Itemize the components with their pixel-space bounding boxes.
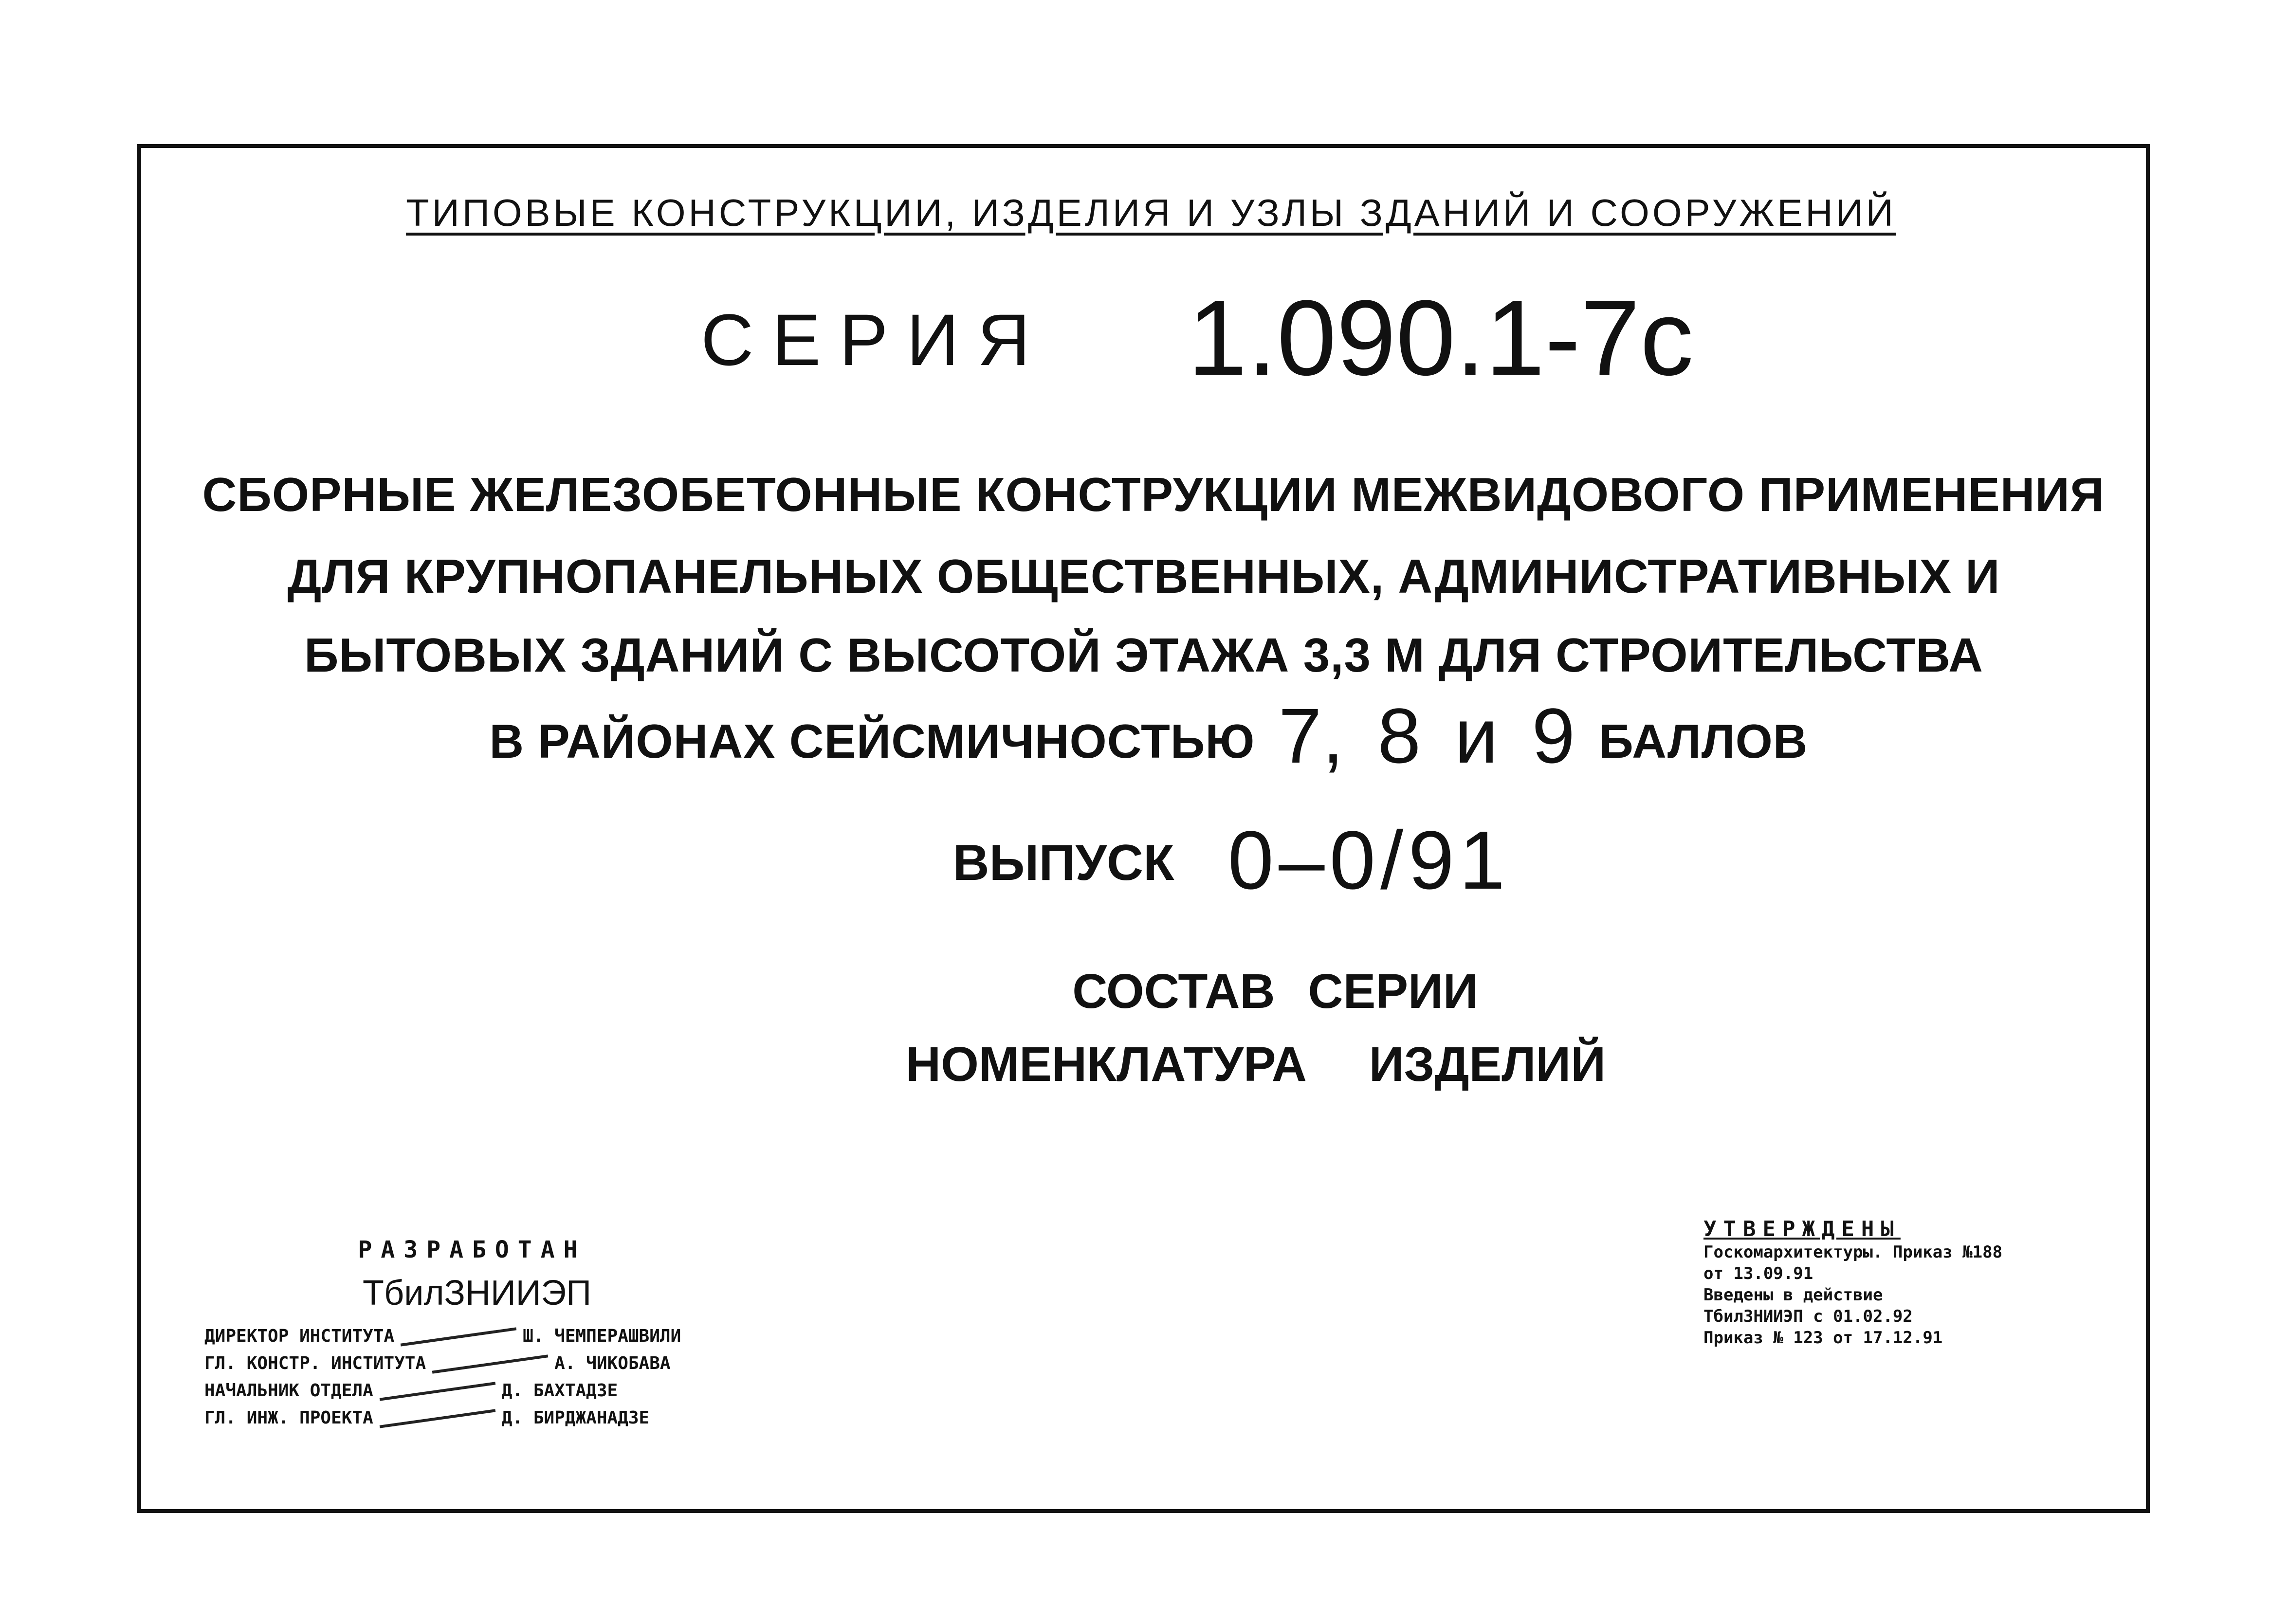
signature-mark [380,1409,495,1428]
signatory-name: Д. БИРДЖАНАДЗЕ [501,1408,650,1428]
header-title: ТИПОВЫЕ КОНСТРУКЦИИ, ИЗДЕЛИЯ И УЗЛЫ ЗДАНИЙ И СООРУЖЕНИЙ [406,191,1896,234]
approved-line: Госкомархитектуры. Приказ №188 [1703,1242,2003,1262]
seismic-value-1: 7, [1278,692,1345,779]
approved-block [1703,1217,2142,1349]
signature-row [204,1377,798,1405]
seismic-value-2: 8 [1377,692,1422,779]
series-number: 1.090.1-7с [1188,278,1694,398]
title-line-2: ДЛЯ КРУПНОПАНЕЛЬНЫХ ОБЩЕСТВЕННЫХ, АДМИНИСТРАТИВНЫХ И [287,549,2000,603]
signatory-role: ГЛ. ИНЖ. ПРОЕКТА [204,1408,373,1428]
signature-mark [401,1327,516,1346]
approved-line: от 13.09.91 [1703,1264,1813,1283]
series-block [681,273,1752,398]
signature-row [204,1350,798,1377]
signature-mark [432,1354,548,1373]
signature-row [204,1405,798,1432]
developed-block [204,1236,798,1432]
title-line-4 [311,691,1986,781]
signature-row [204,1323,798,1350]
developed-heading: РАЗРАБОТАН [358,1236,586,1263]
title-line-3-part-b: М ДЛЯ СТРОИТЕЛЬСТВА [1385,628,1983,682]
title-line-1: СБОРНЫЕ ЖЕЛЕЗОБЕТОННЫЕ КОНСТРУКЦИИ МЕЖВИДОВОГО ПРИМЕНЕНИЯ [202,468,2105,521]
approved-line: Введены в действие [1703,1285,1883,1305]
floor-height-value: 3,3 [1303,628,1371,682]
seismic-value-3: 9 [1532,692,1576,779]
approved-line: ТбилЗНИИЭП с 01.02.92 [1703,1307,1913,1326]
issue-label: ВЫПУСК [952,835,1174,891]
issue-number: 0–0/91 [1227,814,1510,907]
developer-org: ТбилЗНИИЭП [363,1274,591,1313]
issue-block [876,813,1587,908]
contents-line-2: НОМЕНКЛАТУРА ИЗДЕЛИЙ [905,1037,1606,1092]
signatory-role: НАЧАЛЬНИК ОТДЕЛА [204,1381,373,1401]
series-label: СЕРИЯ [701,299,1049,381]
approved-line: Приказ № 123 от 17.12.91 [1703,1328,1943,1348]
signatory-name: А. ЧИКОБАВА [554,1353,671,1373]
title-line-3-part-a: БЫТОВЫХ ЗДАНИЙ С ВЫСОТОЙ ЭТАЖА [304,628,1290,682]
signatory-name: Д. БАХТАДЗЕ [501,1381,618,1401]
approved-heading: УТВЕРЖДЕНЫ [1703,1217,1901,1241]
signatory-role: ДИРЕКТОР ИНСТИТУТА [204,1326,395,1346]
title-line-3 [204,628,2083,683]
contents-line-1: СОСТАВ СЕРИИ [1072,964,1478,1019]
title-line-4-part-b: БАЛЛОВ [1599,714,1808,768]
title-line-4-part-a: В РАЙОНАХ СЕЙСМИЧНОСТЬЮ [489,714,1255,768]
signatory-name: Ш. ЧЕМПЕРАШВИЛИ [523,1326,681,1346]
seismic-and: и [1454,692,1499,779]
signatory-role: ГЛ. КОНСТР. ИНСТИТУТА [204,1353,426,1373]
signature-mark [380,1382,495,1401]
